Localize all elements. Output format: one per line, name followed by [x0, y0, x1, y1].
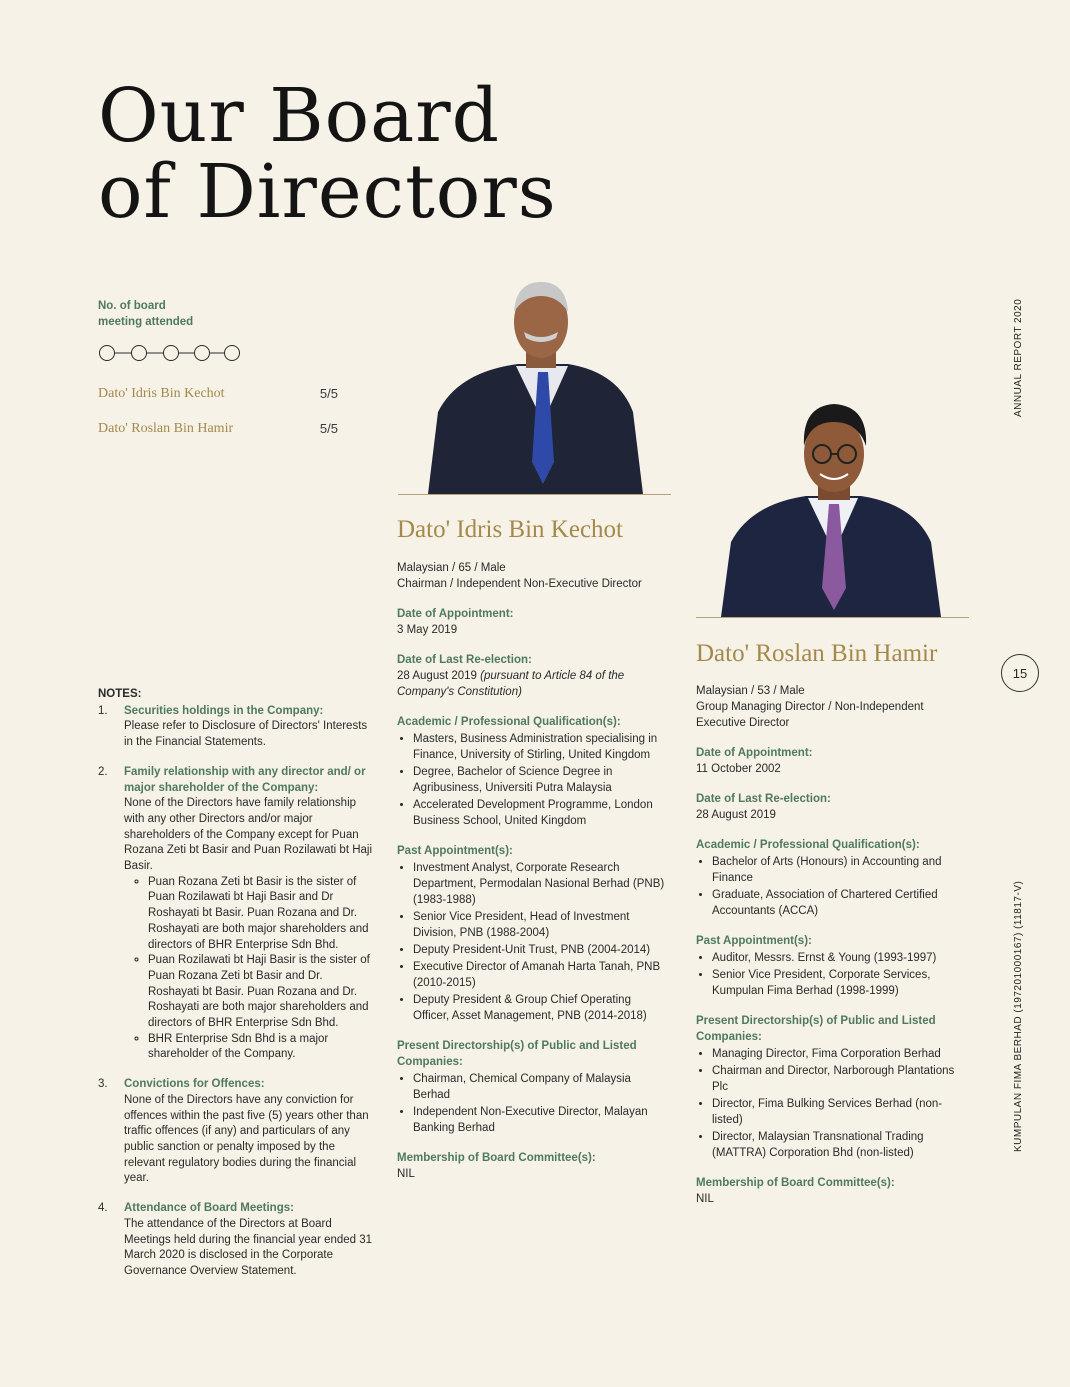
qualification-label: Academic / Professional Qualification(s):	[696, 839, 920, 851]
director-2-name: Dato' Roslan Bin Hamir	[696, 640, 938, 667]
list-item: • Chairman, Chemical Company of Malaysia Berhad	[413, 1071, 669, 1103]
note-title: Convictions for Offences:	[124, 1078, 265, 1091]
note-item	[98, 704, 373, 751]
list-item: • Deputy President-Unit Trust, PNB (2004-2014)	[413, 942, 669, 958]
note-number: 2.	[98, 765, 108, 778]
appointment-value: 11 October 2002	[696, 763, 781, 775]
note-body: None of the Directors have any conviction for offences within the past five (5) years other than traffic offences (if any) and particulars of any public sanction or penalty imposed by the relevant regulatory bodies during the financial year.	[124, 1093, 369, 1185]
note-title: Attendance of Board Meetings:	[124, 1202, 294, 1215]
list-item: • Director, Malaysian Transnational Trading (MATTRA) Corporation Bhd (non-listed)	[712, 1129, 964, 1161]
attendance-row	[98, 386, 338, 402]
past-label: Past Appointment(s):	[397, 845, 513, 857]
page-number: 15	[1001, 654, 1039, 692]
committee-label: Membership of Board Committee(s):	[696, 1177, 895, 1189]
note-item	[98, 1077, 373, 1187]
list-item: • Deputy President & Group Chief Operating Officer, Asset Management, PNB (2014-2018)	[413, 992, 669, 1024]
annual-report-label: ANNUAL REPORT 2020	[1013, 298, 1024, 417]
present-label: Present Directorship(s) of Public and Listed Companies:	[696, 1015, 936, 1043]
title-line-2: of Directors	[98, 149, 557, 235]
list-item: • Independent Non-Executive Director, Malayan Banking Berhad	[413, 1104, 669, 1136]
attendance-name: Dato' Roslan Bin Hamir	[98, 421, 234, 436]
reelection-value	[397, 668, 669, 700]
present-list	[397, 1071, 669, 1136]
reelection-value: 28 August 2019	[696, 809, 776, 821]
meeting-heading-line-2: meeting attended	[98, 316, 194, 328]
reelection-date: 28 August 2019	[397, 670, 477, 682]
appointment-value: 3 May 2019	[397, 624, 458, 636]
committee-value: NIL	[696, 1193, 714, 1205]
list-item: • Senior Vice President, Corporate Services, Kumpulan Fima Berhad (1998-1999)	[712, 967, 964, 999]
list-item: ◦ Puan Rozana Zeti bt Basir is the sister of Puan Rozilawati bt Haji Basir and Dr Roshayati bt Basir. Puan Rozana and Dr. Roshayati are both major shareholders and directors of BHR Enterprise Sdn Bhd.	[148, 875, 373, 954]
photo-divider	[696, 617, 969, 618]
reelection-label: Date of Last Re-election:	[696, 793, 831, 805]
list-item: • Investment Analyst, Corporate Research Department, Permodalan Nasional Berhad (PNB) (1983-1988)	[413, 860, 669, 908]
list-item: • Degree, Bachelor of Science Degree in Agribusiness, Universiti Putra Malaysia	[413, 764, 669, 796]
list-item: ◦ Puan Rozilawati bt Haji Basir is the sister of Puan Rozana Zeti bt Basir and Dr. Roshayati bt Basir. Puan Rozana and Dr. Roshayati are both major shareholders and directors of BHR Enterprise Sdn Bhd.	[148, 953, 373, 1032]
qualification-label: Academic / Professional Qualification(s):	[397, 716, 621, 728]
qualification-list	[696, 854, 964, 919]
list-item: • Bachelor of Arts (Honours) in Accounting and Finance	[712, 854, 964, 886]
present-label: Present Directorship(s) of Public and Listed Companies:	[397, 1040, 637, 1068]
photo-divider	[398, 494, 671, 495]
director-1-profile-line-1: Malaysian / 65 / Male	[397, 562, 506, 574]
note-number: 4.	[98, 1202, 108, 1215]
qualification-list	[397, 731, 669, 829]
notes-section	[98, 687, 373, 1294]
director-2-profile-line-1: Malaysian / 53 / Male	[696, 685, 805, 697]
meeting-heading-line-1: No. of board	[98, 300, 166, 312]
director-2-photo	[696, 392, 969, 617]
director-2-profile-line-2: Group Managing Director / Non-Independent Executive Director	[696, 701, 924, 729]
list-item: • Graduate, Association of Chartered Certified Accountants (ACCA)	[712, 887, 964, 919]
appointment-label: Date of Appointment:	[397, 608, 514, 620]
reelection-note: (pursuant to Article 84 of the Company's Constitution)	[397, 670, 625, 698]
director-2-details	[696, 683, 964, 1207]
note-bullets	[124, 875, 373, 1063]
present-list	[696, 1046, 964, 1161]
attendance-count: 5/5	[319, 386, 338, 401]
attendance-count: 5/5	[319, 421, 338, 436]
note-body: Please refer to Disclosure of Directors' Interests in the Financial Statements.	[124, 720, 368, 749]
note-body: None of the Directors have family relationship with any other Directors and/or major shareholders of the Company except for Puan Rozana Zeti bt Basir and Puan Rozilawati bt Haji Basir.	[124, 797, 373, 873]
list-item: • Masters, Business Administration specialising in Finance, University of Stirling, United Kingdom	[413, 731, 669, 763]
notes-list	[98, 704, 373, 1280]
note-title: Securities holdings in the Company:	[124, 704, 324, 717]
company-label: KUMPULAN FIMA BERHAD (197201000167) (11817-V)	[1013, 880, 1024, 1152]
past-list	[397, 860, 669, 1024]
committee-value: NIL	[397, 1168, 415, 1180]
note-title: Family relationship with any director and/ or major shareholder of the Company:	[124, 765, 366, 794]
note-item	[98, 765, 373, 1063]
list-item: • Chairman and Director, Narborough Plantations Plc	[712, 1063, 964, 1095]
past-list	[696, 950, 964, 999]
note-item	[98, 1201, 373, 1280]
note-number: 1.	[98, 704, 108, 717]
list-item: • Director, Fima Bulking Services Berhad (non-listed)	[712, 1096, 964, 1128]
note-body: The attendance of the Directors at Board Meetings held during the financial year ended 31 March 2020 is disclosed in the Corporate Governance Overview Statement.	[124, 1217, 373, 1277]
director-1-photo	[398, 272, 671, 494]
meeting-heading	[98, 298, 193, 330]
list-item: • Executive Director of Amanah Harta Tanah, PNB (2010-2015)	[413, 959, 669, 991]
list-item: ◦ BHR Enterprise Sdn Bhd is a major shareholder of the Company.	[148, 1032, 373, 1063]
director-1-profile-line-2: Chairman / Independent Non-Executive Director	[397, 578, 642, 590]
reelection-label: Date of Last Re-election:	[397, 654, 532, 666]
appointment-label: Date of Appointment:	[696, 747, 813, 759]
list-item: • Accelerated Development Programme, London Business School, United Kingdom	[413, 797, 669, 829]
director-1-name: Dato' Idris Bin Kechot	[397, 516, 623, 543]
committee-label: Membership of Board Committee(s):	[397, 1152, 596, 1164]
page-title	[98, 73, 557, 235]
list-item: • Managing Director, Fima Corporation Berhad	[712, 1046, 964, 1062]
list-item: • Senior Vice President, Head of Investment Division, PNB (1988-2004)	[413, 909, 669, 941]
attendance-row	[98, 421, 338, 437]
list-item: • Auditor, Messrs. Ernst & Young (1993-1997)	[712, 950, 964, 966]
notes-heading: NOTES:	[98, 688, 142, 700]
past-label: Past Appointment(s):	[696, 935, 812, 947]
title-line-1: Our Board	[98, 73, 501, 159]
director-1-details	[397, 560, 669, 1182]
attendance-name: Dato' Idris Bin Kechot	[98, 386, 225, 401]
meeting-dots-graphic	[98, 343, 243, 363]
note-number: 3.	[98, 1078, 108, 1091]
